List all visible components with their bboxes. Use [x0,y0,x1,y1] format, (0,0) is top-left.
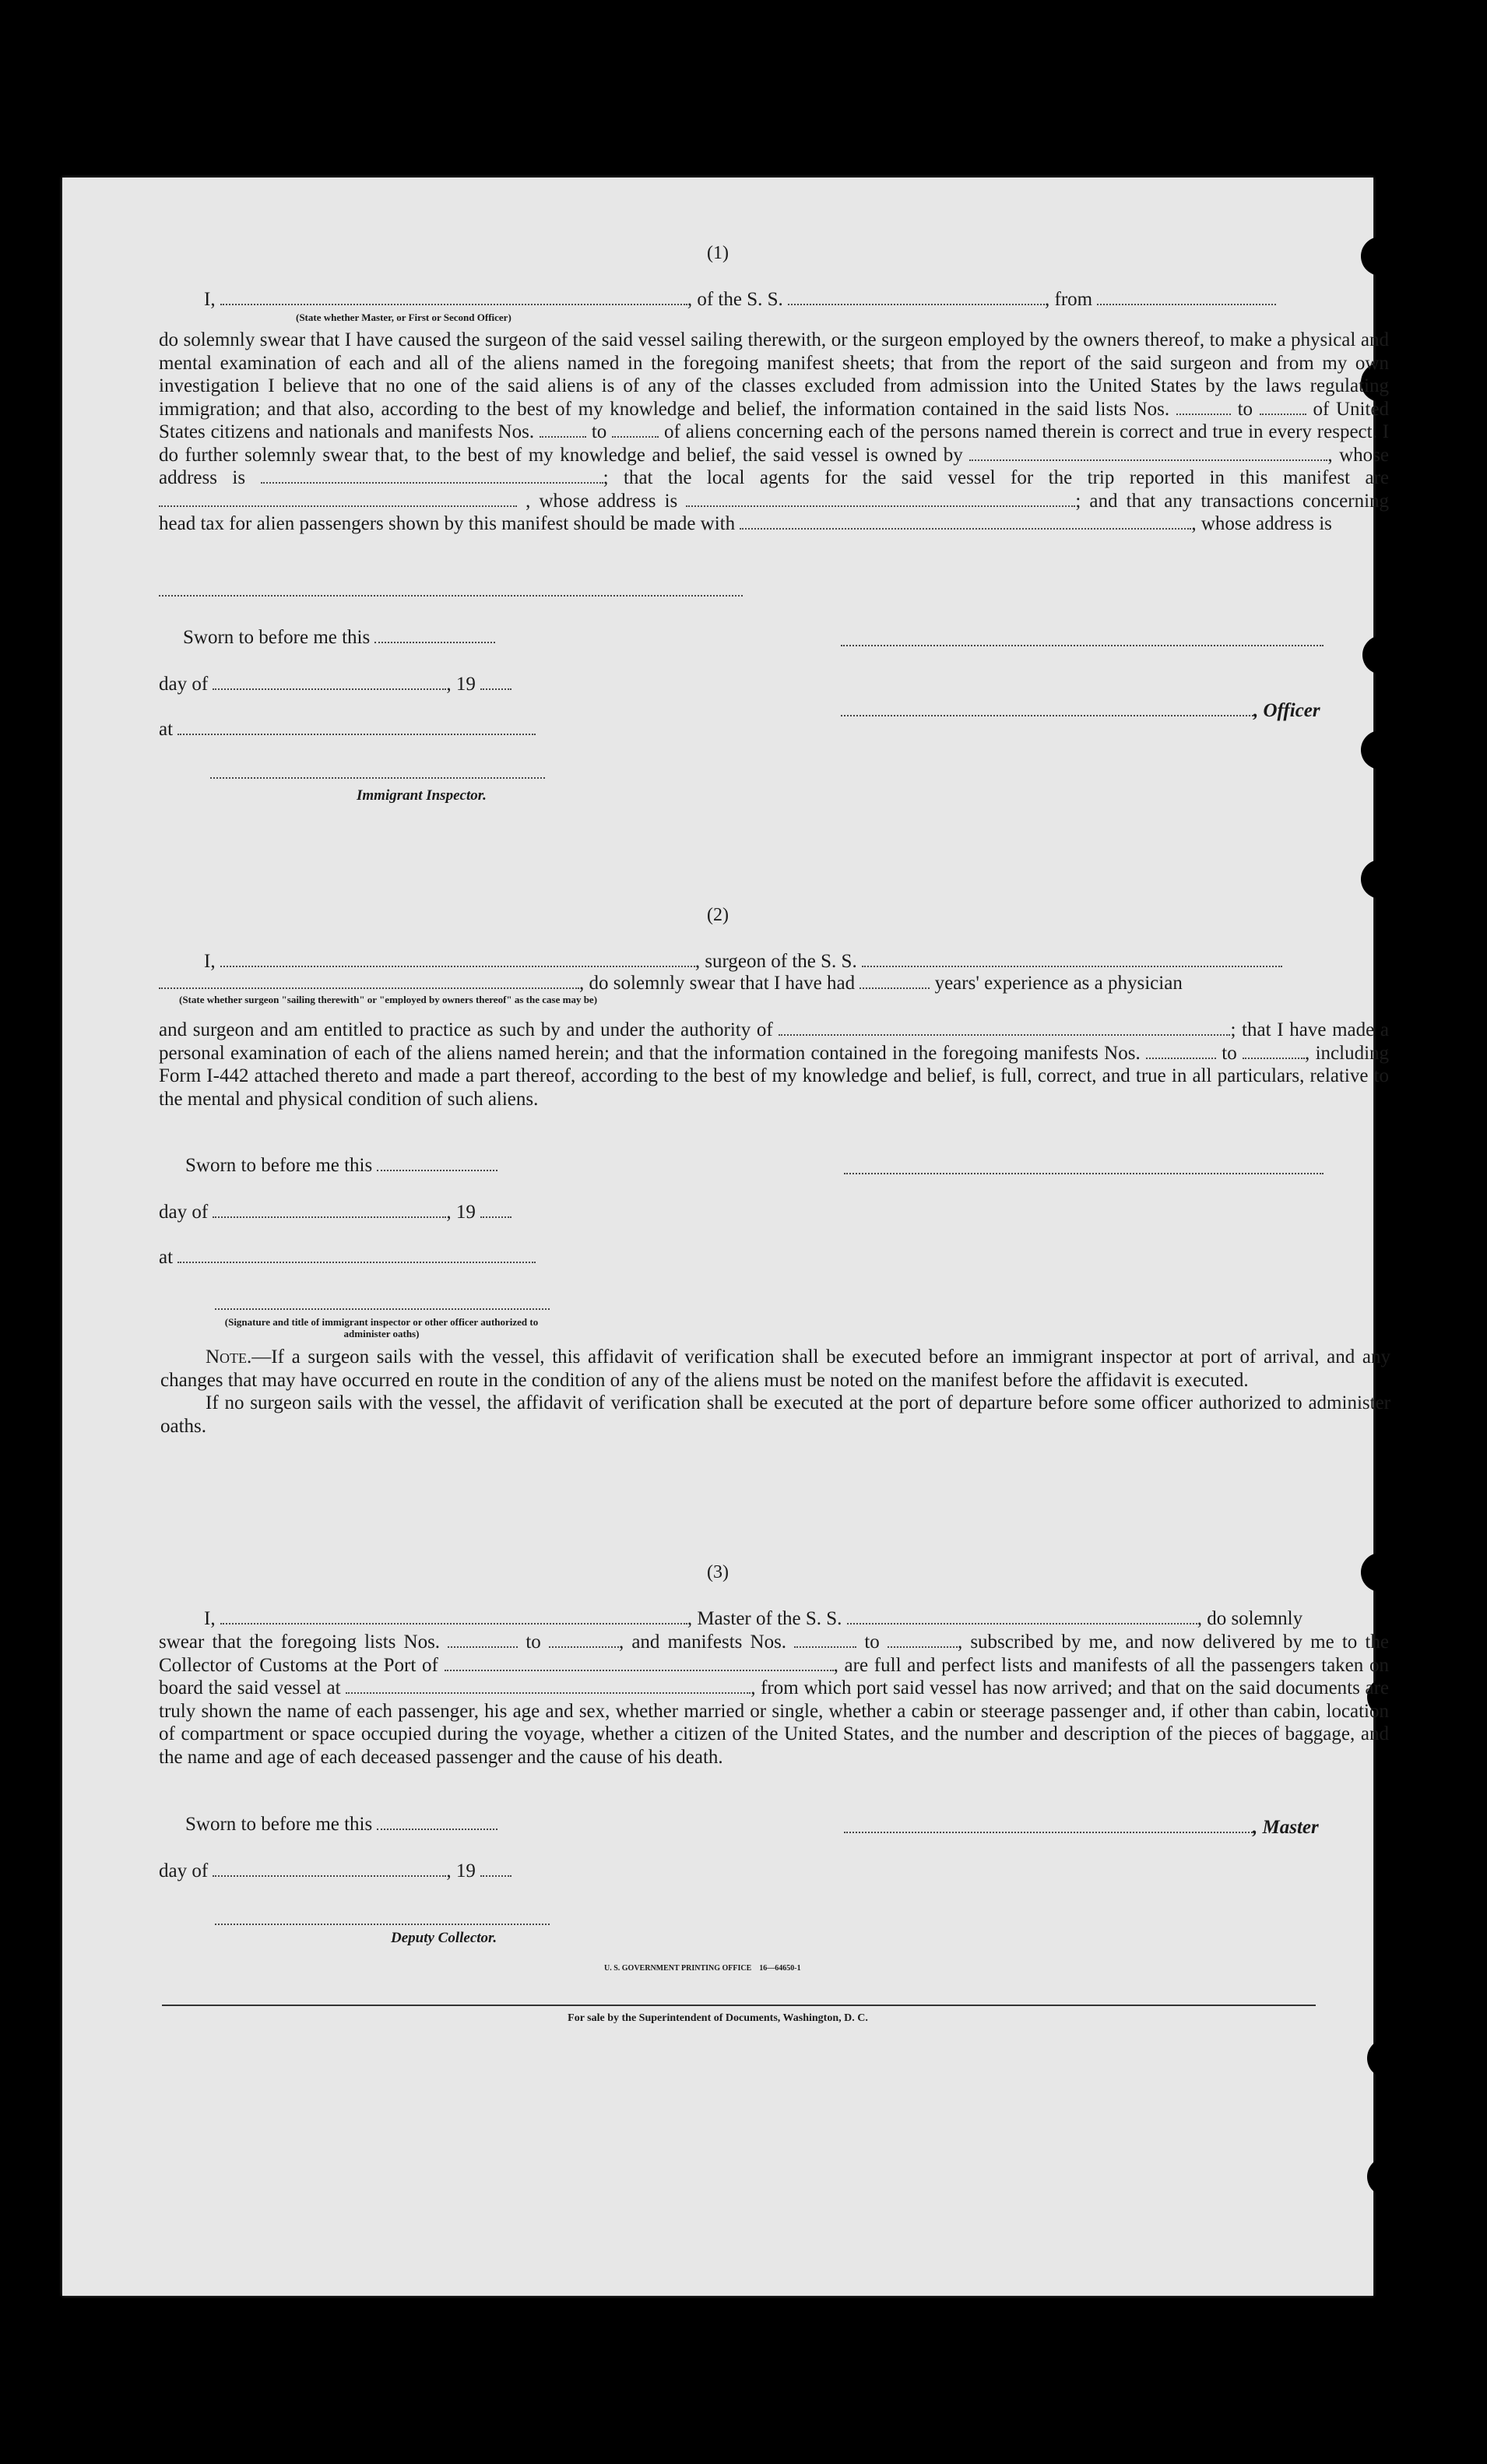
manifest-page [62,178,1390,2296]
officer-label: , Officer [1253,700,1320,721]
day-of-label: day of [159,1202,209,1223]
to-label: to [526,1632,541,1653]
intro-i: I, [204,289,216,310]
oath-text-4: , whose address is [159,444,1389,488]
manifests-from-field[interactable] [1146,1042,1216,1059]
owner-address-field[interactable] [261,466,603,484]
intro-from: , from [1045,289,1093,310]
deputy-signature-line[interactable] [215,1924,550,1925]
to-label: to [1237,398,1253,420]
year-field[interactable] [480,673,511,690]
master-signature-row [844,1816,1319,1839]
sworn-row-3 [185,1813,497,1836]
lists-from-field[interactable] [448,1631,518,1648]
punch-hole [1362,635,1401,674]
section-2-paragraph [159,1019,1389,1111]
from-port-field[interactable] [1097,288,1276,305]
officer-title-field[interactable] [841,699,1253,716]
year-field[interactable] [480,1860,511,1877]
day-of-field[interactable] [213,673,446,690]
section-3-paragraph [159,1631,1389,1769]
master-name-field[interactable] [220,1607,687,1624]
manifests-to-field[interactable] [888,1631,958,1648]
sworn-label: Sworn to before me this [185,1814,373,1835]
sworn-label: Sworn to before me this [183,627,371,648]
lists-to-field[interactable] [1260,398,1306,415]
oath-text-6: , whose address is [526,490,678,512]
note-paragraph-1 [160,1346,1390,1392]
oath-text-7: ; and that any transactions concerning head tax for alien passengers shown by this manifest should be made with [159,490,1390,534]
ship-name-field[interactable] [788,288,1045,305]
lists-from-field[interactable] [1176,398,1231,415]
section-1-paragraph [159,329,1389,536]
at-field[interactable] [178,1246,536,1263]
solemnly-label: , do solemnly [1197,1608,1303,1629]
to-label: to [864,1632,880,1653]
master-text-4: , are full and perfect lists and manifests of all the passengers taken on board the said vessel at [159,1654,1390,1698]
authority-field[interactable] [779,1019,1230,1036]
at-row-1 [159,718,536,741]
manifests-to-field[interactable] [1243,1042,1305,1059]
inspector-caption: Immigrant Inspector. [357,787,487,804]
surgeon-signature-line[interactable] [844,1173,1324,1174]
to-label: to [591,421,607,442]
years-label: years' experience as a physician [934,973,1183,994]
section-3-number: (3) [707,1562,729,1582]
port-field[interactable] [445,1654,834,1671]
at-row-2 [159,1246,536,1269]
gpo-imprint: U. S. GOVERNMENT PRINTING OFFICE 16—64650-1 [604,1964,801,1973]
oath-text-1: do solemnly swear that I have caused the surgeon of the said vessel sailing therewith, or the surgeon employed by the owners thereof, to make a physical and mental examination of each and all of the aliens named in the foregoing manifest sheets; that from the report of the said surgeon and from my own investigation I believe that no one of the said aliens is of any of the classes excluded from admission into the United States by the laws regulating immigration; and that also, according to the best of my knowledge and belief, the information contained in the said lists Nos. [159,329,1389,420]
swear-label: , do solemnly swear that I have had [579,973,856,994]
officer-row [841,699,1320,722]
section-2-note [160,1346,1390,1438]
surgeon-caption: (State whether surgeon "sailing therewith" or "employed by owners thereof" as the case may be) [179,994,598,1005]
oath-text-3: of aliens concerning each of the persons named therein is correct and true in every respect. I do further solemnly swear that, to the best of my knowledge and belief, the said vessel is owned by [159,421,1390,466]
section-2-body [159,1019,1389,1111]
section-1-number: (1) [707,243,729,263]
punch-hole [1387,1740,1426,1779]
manifests-from-field[interactable] [540,421,586,438]
note-text-1: —If a surgeon sails with the vessel, this affidavit of verification shall be executed before an immigrant inspector at port of arrival, and any changes that may have occurred en route in the condition of any of the aliens must be noted on the manifest before the affidavit is executed. [160,1346,1390,1391]
intro-i: I, [204,1608,216,1629]
note-text-2: If no surgeon sails with the vessel, the affidavit of verification shall be executed at the port of departure before some officer authorized to administer oaths. [160,1392,1390,1437]
footer-rule [162,2005,1316,2006]
divider [159,595,743,597]
section-2-line2 [159,972,1397,994]
ship-name-field[interactable] [862,950,1282,967]
day-of-label: day of [159,1860,209,1881]
at-label: at [159,719,174,740]
sworn-day-field[interactable] [377,1154,497,1171]
note-paragraph-2 [160,1392,1390,1438]
year-label: , 19 [446,1202,476,1223]
officer-rank-field[interactable] [220,288,687,305]
departure-port-field[interactable] [346,1677,751,1694]
punch-hole [1361,860,1400,899]
section-1-body [159,329,1389,536]
sworn-day-field[interactable] [377,1813,497,1830]
sworn-row-1 [183,626,495,649]
sworn-label: Sworn to before me this [185,1155,373,1176]
punch-hole [1361,730,1400,769]
ship-name-field[interactable] [847,1607,1197,1624]
sworn-row-2 [185,1154,497,1177]
to-label: to [1222,1042,1237,1064]
oath-text-5: ; that the local agents for the said vessel for the trip reported in this manifest are [603,467,1390,488]
master-signature-line[interactable] [844,1816,1253,1833]
surgeon-text-1: and surgeon and am entitled to practice as such by and under the authority of [159,1019,773,1040]
master-text-5: , from which port said vessel has now arrived; and that on the said documents are truly shown the name of each passenger, his age and sex, whether married or single, whether a cabin or steerage passenger and, if other than cabin, location of compartment or space occupied during the voyage, whether a citizen of the United States, and the number and description of the pieces of baggage, and the name and age of each deceased passenger and the cause of his death. [159,1677,1390,1768]
intro-i: I, [204,951,216,972]
day-row-3 [159,1860,511,1882]
manifests-to-field[interactable] [612,421,659,438]
at-label: at [159,1247,174,1268]
master-of-label: , Master of the S. S. [687,1608,842,1629]
agents-address-field[interactable] [686,490,1075,507]
surgeon-type-field[interactable] [159,972,579,989]
footer-text: For sale by the Superintendent of Documents, Washington, D. C. [568,2012,868,2024]
master-label: , Master [1253,1817,1319,1838]
punch-hole [1367,2157,1406,2196]
administrator-caption: (Signature and title of immigrant inspector or other officer authorized to administer oaths) [224,1316,539,1339]
manifests-from-field[interactable] [794,1631,856,1648]
at-field[interactable] [178,718,536,735]
years-field[interactable] [860,972,930,989]
section-3-intro [204,1607,1392,1630]
officer-signature-line[interactable] [841,645,1324,646]
master-text-2: , and manifests Nos. [618,1632,787,1653]
administrator-signature-line[interactable] [215,1308,550,1310]
agents-field[interactable] [159,490,517,507]
year-label: , 19 [446,1860,476,1881]
day-row-1 [159,673,511,695]
year-field[interactable] [480,1201,511,1218]
section-1-intro [204,288,1372,311]
sworn-day-field[interactable] [374,626,495,643]
surgeon-text-2: ; that I have made a personal examination of each of the aliens named herein; and that the information contained in the foregoing manifests Nos. [159,1019,1390,1064]
note-label: Note. [206,1346,252,1368]
master-caption: (State whether Master, or First or Second Officer) [296,312,511,323]
intro-ss: , of the S. S. [687,289,783,310]
punch-hole [1367,2039,1406,2078]
section-2-number: (2) [707,905,729,925]
section-3-body [159,1631,1389,1769]
day-of-field[interactable] [213,1860,446,1877]
oath-text-2: of United States citizens and nationals and manifests Nos. [159,398,1390,442]
year-label: , 19 [446,674,476,695]
lists-to-field[interactable] [549,1631,619,1648]
deputy-caption: Deputy Collector. [391,1930,497,1946]
inspector-signature-line[interactable] [210,777,545,779]
day-of-field[interactable] [213,1201,446,1218]
day-of-label: day of [159,674,209,695]
surgeon-text-3: , including Form I-442 attached thereto and made a part thereof, according to the best of my knowledge and belief, is full, correct, and true in all particulars, relative to the mental and physical condition of such aliens. [159,1042,1390,1110]
owner-field[interactable] [969,444,1327,461]
oath-text-8: , whose address is [1191,513,1332,534]
head-tax-field[interactable] [740,512,1191,530]
master-text-3: , subscribed by me, and now delivered by me to the Collector of Customs at the Port of [159,1632,1389,1676]
surgeon-of-label: , surgeon of the S. S. [694,951,857,972]
master-text-1: swear that the foregoing lists Nos. [159,1632,441,1653]
surgeon-name-field[interactable] [220,950,695,967]
section-2-intro [204,950,1372,973]
day-row-2 [159,1201,511,1223]
